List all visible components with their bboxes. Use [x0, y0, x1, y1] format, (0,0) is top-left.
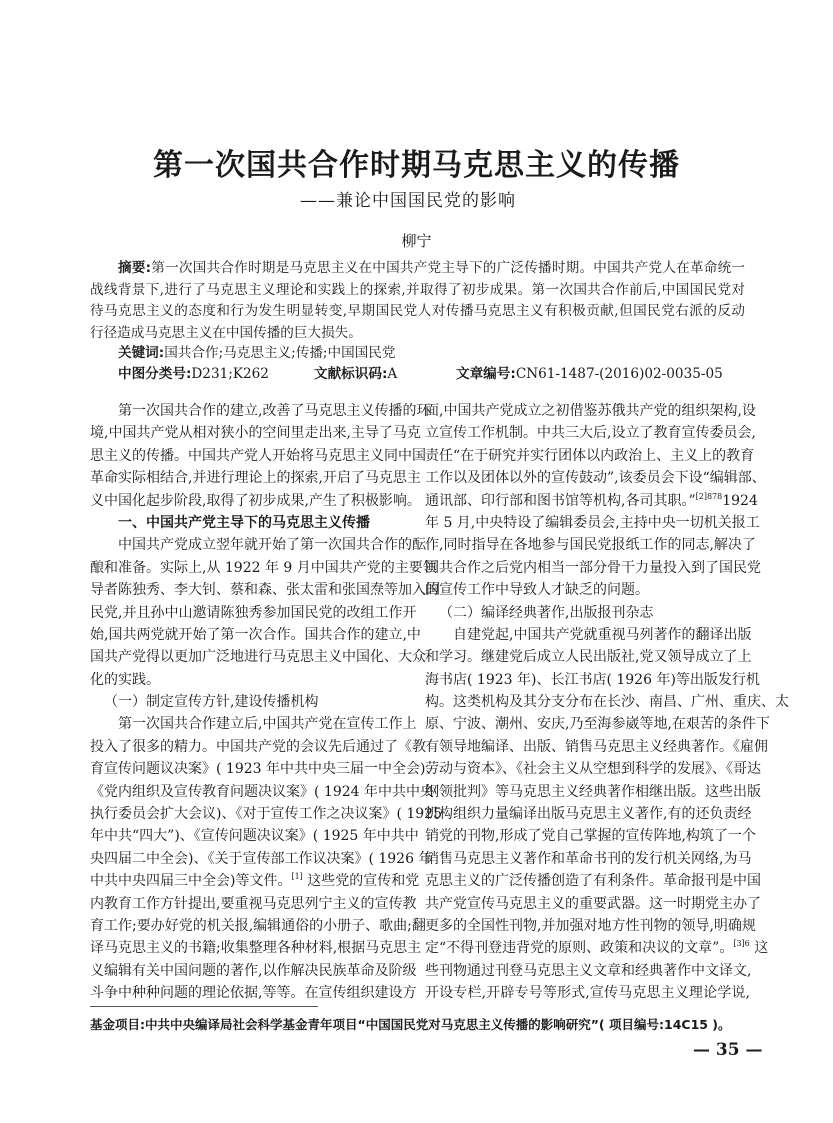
keywords-label: 关键词:: [118, 345, 165, 361]
body-line: [90, 400, 431, 422]
body-line: [90, 982, 415, 1004]
author: 柳宁: [401, 232, 432, 250]
body-line: [90, 602, 415, 624]
citation-marker: [3]6: [733, 939, 750, 949]
clc-value: D231;K262: [191, 366, 269, 382]
line-text: 责任“在于研究并实行团体以内政治上、主义上的教育: [425, 447, 755, 464]
line-text: 执行委员会扩大会议)、《对于宣传工作之决议案》( 1925: [90, 806, 443, 823]
body-line: [425, 445, 755, 467]
body-line: [425, 960, 750, 982]
line-text: 克思主义的广泛传播创造了有利条件。革命报刊是中国: [425, 873, 761, 890]
line-text: 一、中国共产党主导下的马克思主义传播: [118, 514, 370, 531]
line-text: 通讯部、印行部和图书馆等机构,各司其职。”: [425, 492, 696, 509]
line-text: 销售马克思主义著作和革命书刊的发行机关网络,为马: [425, 850, 752, 867]
body-line: [425, 400, 756, 422]
abstract-line: [90, 258, 745, 280]
line-text: （二）编译经典著作,出版报刊杂志: [439, 604, 654, 621]
body-line: [425, 646, 750, 668]
body-line: [425, 781, 761, 803]
abstract-text: 行径造成马克思主义在中国传播的巨大损失。: [90, 324, 362, 341]
body-line: [425, 512, 760, 534]
body-line: [90, 713, 415, 735]
line-text: 些刊物通过刊登马克思主义文章和经典著作中文译文,: [425, 962, 752, 979]
page-number: — 35 —: [693, 1040, 763, 1060]
abstract-label: 摘要:: [118, 260, 152, 276]
abstract-line: [90, 301, 745, 323]
citation-marker: [2]878: [695, 491, 723, 501]
line-text: 自建党起,中国共产党就重视马列著作的翻译出版: [453, 626, 752, 643]
body-line: [90, 781, 434, 803]
line-text: 内教育工作方针提出,要重视马克思列宁主义的宣传教: [90, 895, 417, 912]
article-number-value: CN61-1487-(2016)02-0035-05: [515, 366, 723, 382]
subsection-heading: [90, 691, 415, 713]
body-line: [425, 937, 769, 959]
line-text: 立宣传工作机制。中共三大后,设立了教育宣传委员会,: [425, 425, 756, 442]
footnote-divider: [90, 1006, 318, 1007]
line-text: 第一次国共合作的建立,改善了马克思主义传播的环: [118, 403, 431, 419]
line-text: 面,中国共产党成立之初借鉴苏俄共产党的组织架构,设: [425, 403, 756, 419]
body-line: [90, 534, 426, 556]
body-line: [90, 557, 437, 579]
line-text: 义编辑有关中国问题的著作,以作解决民族革命及阶级: [90, 962, 417, 979]
body-line: [425, 669, 760, 691]
doc-code-label: 文献标识码:: [314, 366, 388, 382]
line-text: 和学习。继建党后成立人民出版社,党又领导成立了上: [425, 649, 752, 666]
line-text: 境,中国共产党从相对狭小的空间里走出来,主导了马克: [90, 425, 421, 442]
body-line: [90, 937, 422, 959]
line-text: 始,国共两党就开始了第一次合作。国共合作的建立,中: [90, 626, 421, 643]
body-line: [425, 490, 758, 512]
abstract-text: 战线背景下,进行了马克思主义理论和实践上的探索,并取得了初步成果。第一次国共合作前后,中国国民党对: [90, 281, 745, 298]
line-text: 化的实践。: [90, 671, 160, 688]
body-line: [425, 691, 789, 713]
line-text: 育工作;要办好党的机关报,编辑通俗的小册子、歌曲;翻: [90, 917, 426, 934]
body-line: [90, 915, 426, 937]
body-line: [90, 825, 419, 847]
body-line: [425, 758, 761, 780]
line-text: 《党内组织及宣传教育问题决议案》( 1924 年中共中央: [90, 783, 434, 800]
body-line: [425, 803, 750, 825]
body-line: [90, 669, 415, 691]
line-text: 作,同时指导在各地参与国民党报纸工作的同志,解决了: [425, 537, 756, 554]
line-text: 革命实际相结合,并进行理论上的探索,开启了马克思主: [90, 470, 421, 487]
abstract-text: 第一次国共合作时期是马克思主义在中国共产党主导下的广泛传播时期。中国共产党人在革命统一: [151, 260, 745, 276]
citation-marker: [1]: [291, 872, 303, 882]
line-text: 民党,并且孙中山邀请陈独秀参加国民党的改组工作开: [90, 604, 417, 621]
line-text: 国共产党得以更加广泛地进行马克思主义中国化、大众: [90, 649, 426, 666]
section-heading: [90, 512, 415, 534]
line-text: 国共合作之后党内相当一部分骨干力量投入到了国民党: [425, 559, 761, 576]
funding-footnote: 基金项目:中共中央编译局社会科学基金青年项目“中国国民党对马克思主义传播的影响研究”( 项目编号:14C15 )。: [90, 1017, 731, 1032]
body-line: [425, 893, 761, 915]
line-text: 这: [749, 940, 769, 957]
body-line: [90, 803, 443, 825]
line-text: 海书店( 1923 年)、长江书店( 1926 年)等出版发行机: [425, 671, 760, 688]
line-text: 原、宁波、潮州、安庆,乃至海参崴等地,在艰苦的条件下: [425, 716, 770, 733]
line-text: 构。这类机构及其分支分布在长沙、南昌、广州、重庆、太: [425, 694, 789, 711]
article-number-label: 文章编号:: [456, 366, 516, 382]
line-text: 投入了很多的精力。中国共产党的会议先后通过了《教: [90, 738, 426, 755]
subsection-heading: [425, 602, 750, 624]
body-line: [425, 534, 756, 556]
body-line: [90, 422, 421, 444]
keywords-value: 国共合作;马克思主义;传播;中国国民党: [164, 345, 396, 361]
body-line: [425, 915, 756, 937]
body-line: [90, 893, 415, 915]
body-line: [425, 422, 756, 444]
abstract: [90, 258, 745, 344]
abstract-line: [90, 280, 745, 302]
abstract-text: 待马克思主义的态度和行为发生明显转变,早期国民党人对传播马克思主义有积极贡献,但国民党右派的反动: [90, 303, 745, 319]
line-text: 育宣传问题议决案》( 1923 年中共中央三届一中全会)、: [90, 761, 440, 778]
article-subtitle: ——兼论中国国民党的影响: [300, 191, 516, 211]
line-text: 第一次国共合作建立后,中国共产党在宣传工作上: [118, 716, 417, 733]
line-text: 有领导地编译、出版、销售马克思主义经典著作。《雇佣: [425, 738, 768, 755]
body-line: [90, 758, 440, 780]
body-line: [425, 557, 761, 579]
line-text: 导者陈独秀、李大钊、蔡和森、张太雷和张国焘等加入国: [90, 582, 440, 599]
line-text: 义中国化起步阶段,取得了初步成果,产生了积极影响。: [90, 492, 421, 509]
body-line: [90, 870, 420, 892]
line-text: 纲领批判》等马克思主义经典著作相继出版。这些出版: [425, 783, 761, 800]
clc-label: 中图分类号:: [118, 366, 192, 382]
line-text: 更多的全国性刊物,并加强对地方性刊物的领导,明确规: [425, 917, 756, 934]
body-line: [90, 624, 421, 646]
line-text: （一）制定宣传方针,建设传播机构: [104, 694, 319, 711]
body-line: [425, 982, 750, 1004]
body-line: [425, 736, 768, 758]
line-text: 斗争中种种问题的理论依据,等等。在宣传组织建设方: [90, 985, 417, 1002]
body-line: [425, 848, 750, 870]
body-line: [90, 490, 421, 512]
body-line: [425, 870, 761, 892]
line-text: 这些党的宣传和党: [302, 873, 420, 890]
line-text: 1924: [722, 492, 758, 509]
doc-code-value: A: [387, 366, 398, 382]
body-line: [425, 713, 770, 735]
line-text: 劳动与资本》、《社会主义从空想到科学的发展》、《哥达: [425, 761, 761, 778]
body-line: [90, 579, 440, 601]
body-line: [90, 646, 426, 668]
keywords: [118, 341, 395, 361]
body-line: [90, 736, 426, 758]
line-text: 机构组织力量编译出版马克思主义著作,有的还负责经: [425, 806, 752, 823]
line-text: 定“不得刊登违背党的原则、政策和决议的文章”。: [425, 940, 734, 957]
body-line: [425, 624, 750, 646]
line-text: 销党的刊物,形成了党自己掌握的宣传阵地,构筑了一个: [425, 828, 756, 845]
body-line: [90, 848, 433, 870]
body-column-right: [425, 400, 789, 1005]
body-column-left: [90, 400, 443, 1005]
body-line: [90, 445, 426, 467]
body-line: [90, 960, 415, 982]
body-line: [90, 467, 421, 489]
article-title: 第一次国共合作时期马克思主义的传播: [153, 148, 680, 183]
line-text: 年 5 月,中央特设了编辑委员会,主持中央一切机关报工: [425, 514, 760, 531]
body-line: [425, 579, 750, 601]
line-text: 酿和准备。实际上,从 1922 年 9 月中国共产党的主要领: [90, 559, 437, 576]
line-text: 的宣传工作中导致人才缺乏的问题。: [425, 582, 649, 599]
line-text: 思主义的传播。中国共产党人开始将马克思主义同中国: [90, 447, 426, 464]
line-text: 译马克思主义的书籍;收集整理各种材料,根据马克思主: [90, 940, 422, 957]
body-line: [425, 467, 766, 489]
line-text: 工作以及团体以外的宣传鼓动”,该委员会下设“编辑部、: [425, 470, 766, 487]
body-line: [425, 825, 756, 847]
line-text: 中国共产党成立翌年就开始了第一次国共合作的酝: [118, 537, 426, 554]
line-text: 年中共“四大”)、《宣传问题决议案》( 1925 年中共中: [90, 828, 419, 845]
line-text: 中共中央四届三中全会)等文件。: [90, 873, 292, 890]
line-text: 央四届二中全会)、《关于宣传部工作议决案》( 1926 年: [90, 850, 433, 867]
line-text: 开设专栏,开辟专号等形式,宣传马克思主义理论学说,: [425, 985, 750, 1002]
line-text: 共产党宣传马克思主义的重要武器。这一时期党主办了: [425, 895, 761, 912]
